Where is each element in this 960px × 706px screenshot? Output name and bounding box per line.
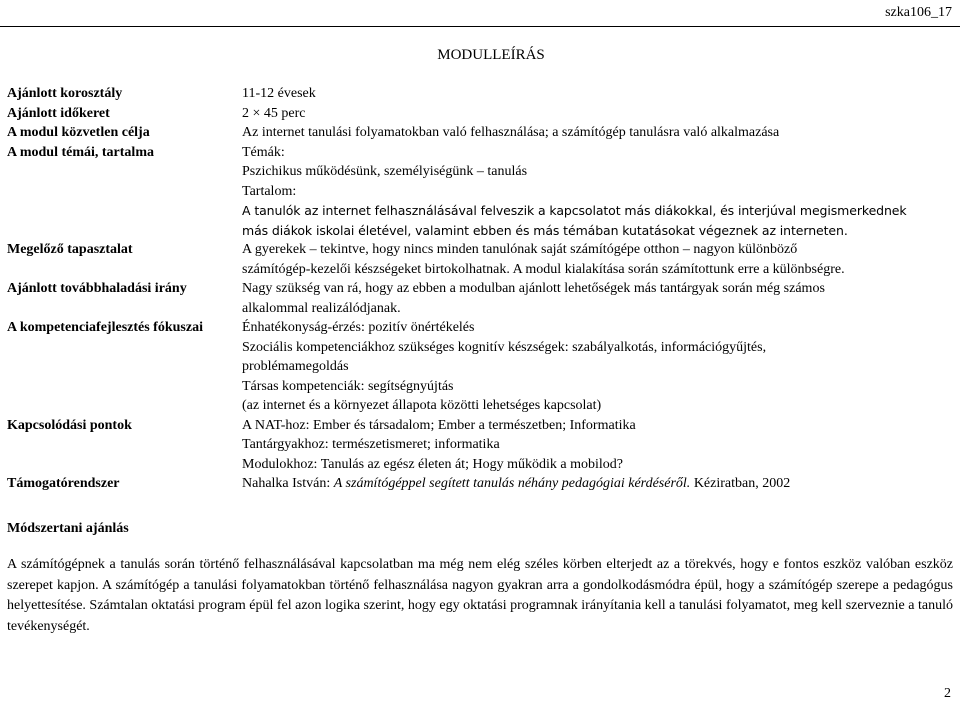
value-line: Nagy szükség van rá, hogy az ebben a modulban ajánlott lehetőségek más tantárgyak során még számos xyxy=(242,281,825,296)
table-row xyxy=(5,416,953,475)
table-row xyxy=(5,123,953,143)
table-row xyxy=(5,474,953,494)
value-line: Pszichikus működésünk, személyiségünk – tanulás xyxy=(242,164,528,179)
row-value xyxy=(242,416,953,475)
value-line: más diákok iskolai életével, valamint ebben és más témában kutatásokat végeznek az interneten. xyxy=(242,222,848,238)
row-label: A modul közvetlen célja xyxy=(7,125,150,140)
table-row xyxy=(5,240,953,279)
value-line: Modulokhoz: Tanulás az egész életen át; Hogy működik a mobilod? xyxy=(242,456,623,472)
reference-citation xyxy=(242,474,953,494)
reference-author: Nahalka István: xyxy=(242,476,334,491)
row-value xyxy=(242,240,953,279)
value-line: A tanulók az internet felhasználásával felveszik a kapcsolatot más diákokkal, és interjúval megismerkednek xyxy=(242,203,907,218)
page-number: 2 xyxy=(944,686,951,701)
document-title: MODULLEÍRÁS xyxy=(437,47,545,63)
row-label: Ajánlott korosztály xyxy=(7,86,123,101)
table-row xyxy=(5,143,953,241)
row-value xyxy=(242,104,953,124)
row-value xyxy=(242,123,953,143)
section-heading: Módszertani ajánlás xyxy=(7,521,129,536)
value-line: Társas kompetenciák: segítségnyújtás xyxy=(242,378,454,394)
table-row xyxy=(5,84,953,104)
table-row xyxy=(5,318,953,416)
row-label: A kompetenciafejlesztés fókuszai xyxy=(7,320,203,335)
value-line: számítógép-kezelői készségeket birtokolhatnak. A modul kialakítása során számítottunk erre a különbségre. xyxy=(242,261,845,277)
row-label: Ajánlott továbbhaladási irány xyxy=(7,281,187,296)
row-value xyxy=(242,318,953,416)
value-line: 2 × 45 perc xyxy=(242,105,306,121)
row-label: Megelőző tapasztalat xyxy=(7,242,133,257)
document-code: szka106_17 xyxy=(885,5,952,20)
value-line: A NAT-hoz: Ember és társadalom; Ember a természetben; Informatika xyxy=(242,417,636,433)
value-line: Tartalom: xyxy=(242,183,297,199)
row-value xyxy=(242,84,953,104)
value-line: alkalommal realizálódjanak. xyxy=(242,300,401,316)
value-line: Témák: xyxy=(242,144,285,160)
value-line: A gyerekek – tekintve, hogy nincs minden tanulónak saját számítógépe otthon – nagyon különböző xyxy=(242,242,798,257)
value-line: 11-12 évesek xyxy=(242,86,316,101)
value-line: Tantárgyakhoz: természetismeret; informatika xyxy=(242,437,500,452)
header-rule xyxy=(0,26,960,27)
reference-title: A számítógéppel segített tanulás néhány pedagógiai kérdéséről. xyxy=(333,476,691,491)
row-label: A modul témái, tartalma xyxy=(7,144,154,160)
row-value xyxy=(242,279,953,318)
value-line: (az internet és a környezet állapota közötti lehetséges kapcsolat) xyxy=(242,398,602,413)
value-line: problémamegoldás xyxy=(242,359,349,374)
value-line: Énhatékonyság-érzés: pozitív önértékelés xyxy=(242,320,475,335)
value-line: Szociális kompetenciákhoz szükséges kognitív készségek: szabályalkotás, információgyűjtés, xyxy=(242,339,767,355)
value-line: Az internet tanulási folyamatokban való felhasználása; a számítógép tanulásra való alkalmazása xyxy=(242,125,780,140)
row-label: Ajánlott időkeret xyxy=(7,105,110,121)
row-label: Kapcsolódási pontok xyxy=(7,417,132,433)
table-row xyxy=(5,279,953,318)
section-paragraph: A számítógépnek a tanulás során történő felhasználásával kapcsolatban ma még nem elég széles körben elterjedt az a törekvés, hogy e fontos eszköz valóban eszköz szerepet kapjon. A számítógép a tanulási folyamatokban történő felhasználása nagyon gyakran arra a gondolkodásmódra épül, hogy a számítógép szerepe a pedagógus helyettesítése. Számtalan oktatási program épül fel azon logika szerint, hogy egy oktatási programnak irányítania kell a tanulási folyamatot, meg kell szerveznie a tanuló tevékenységét. xyxy=(7,557,953,634)
row-value xyxy=(242,143,953,241)
table-row xyxy=(5,104,953,124)
reference-details: Kéziratban, 2002 xyxy=(690,476,791,491)
module-description-table xyxy=(5,84,953,494)
row-label: Támogatórendszer xyxy=(7,476,120,491)
row-value xyxy=(242,474,953,494)
